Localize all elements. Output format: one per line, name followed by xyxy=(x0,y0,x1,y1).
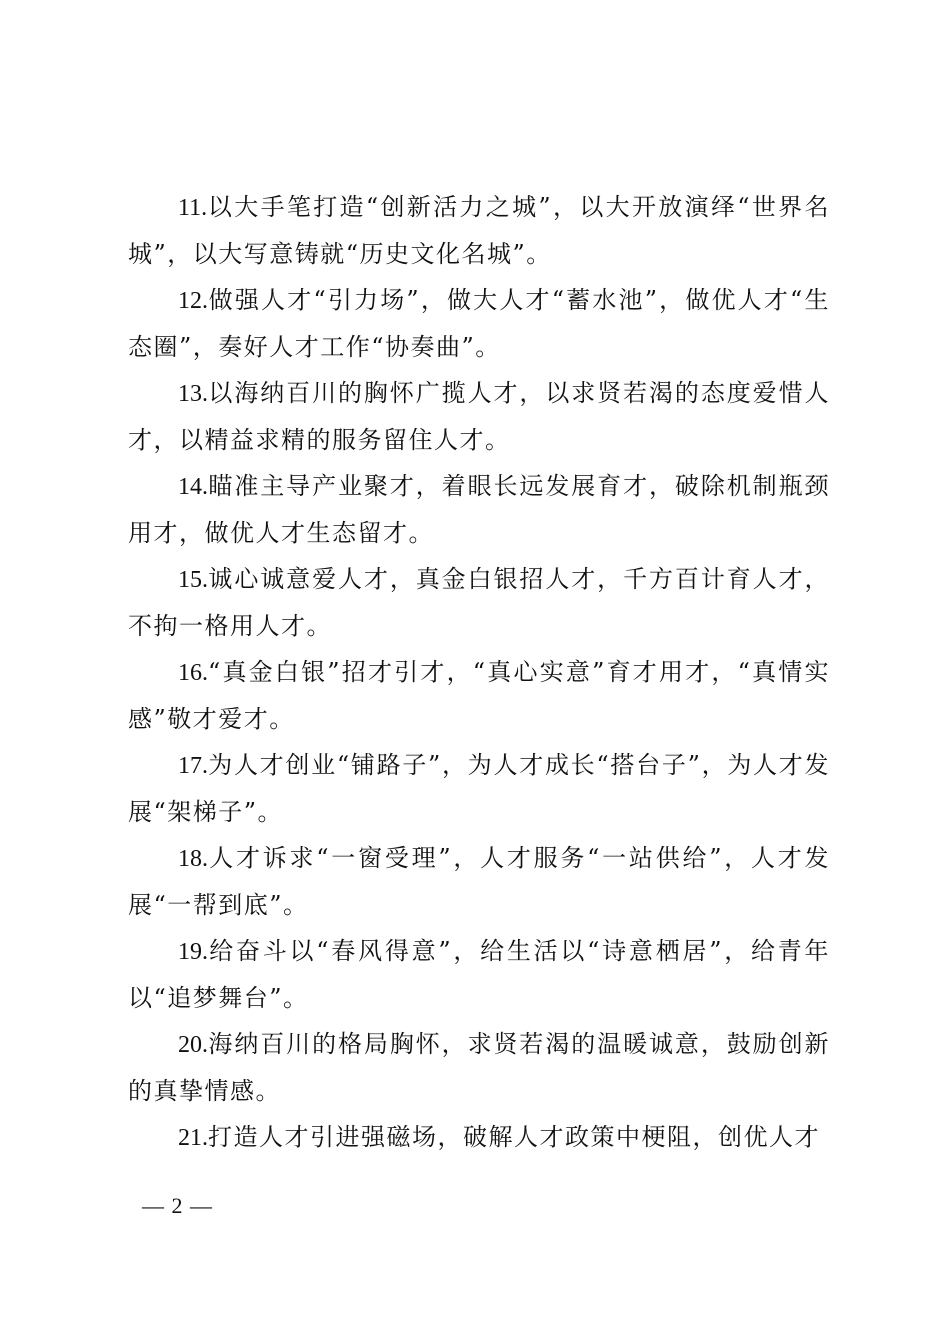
item-text: 以海纳百川的胸怀广揽人才，以求贤若渴的态度爱惜人才，以精益求精的服务留住人才。 xyxy=(128,379,830,454)
list-item xyxy=(128,184,830,277)
list-item xyxy=(128,277,830,370)
page-number: — 2 — xyxy=(142,1193,213,1218)
item-number: 15. xyxy=(178,567,208,593)
item-text: 给奋斗以“春风得意”，给生活以“诗意栖居”，给青年以“追梦舞台”。 xyxy=(128,937,830,1012)
list-item xyxy=(128,649,830,742)
item-text: “真金白银”招才引才，“真心实意”育才用才，“真情实感”敬才爱才。 xyxy=(128,658,830,733)
list-item xyxy=(128,463,830,556)
item-text: 人才诉求“一窗受理”，人才服务“一站供给”，人才发展“一帮到底”。 xyxy=(128,844,830,919)
item-text: 海纳百川的格局胸怀，求贤若渴的温暖诚意，鼓励创新的真挚情感。 xyxy=(128,1030,830,1105)
item-text: 做强人才“引力场”，做大人才“蓄水池”，做优人才“生态圈”，奏好人才工作“协奏曲”。 xyxy=(128,286,830,361)
item-number: 14. xyxy=(178,474,208,500)
document-body xyxy=(128,184,830,1161)
list-item xyxy=(128,370,830,463)
item-text: 诚心诚意爱人才，真金白银招人才，千方百计育人才，不拘一格用人才。 xyxy=(128,565,830,640)
item-number: 16. xyxy=(178,660,208,686)
list-item xyxy=(128,1114,830,1161)
list-item xyxy=(128,928,830,1021)
item-text: 瞄准主导产业聚才，着眼长远发展育才，破除机制瓶颈用才，做优人才生态留才。 xyxy=(128,472,830,547)
item-number: 11. xyxy=(178,195,208,221)
list-item xyxy=(128,742,830,835)
item-number: 13. xyxy=(178,381,208,407)
item-text: 以大手笔打造“创新活力之城”，以大开放演绎“世界名城”，以大写意铸就“历史文化名城”。 xyxy=(128,193,830,268)
list-item xyxy=(128,1021,830,1114)
item-text: 打造人才引进强磁场，破解人才政策中梗阻，创优人才 xyxy=(208,1123,820,1151)
item-number: 12. xyxy=(178,288,208,314)
item-number: 19. xyxy=(178,939,208,965)
list-item xyxy=(128,556,830,649)
list-item xyxy=(128,835,830,928)
item-number: 17. xyxy=(178,753,208,779)
item-number: 18. xyxy=(178,846,208,872)
item-number: 20. xyxy=(178,1032,208,1058)
item-number: 21. xyxy=(178,1125,208,1151)
item-text: 为人才创业“铺路子”，为人才成长“搭台子”，为人才发展“架梯子”。 xyxy=(128,751,830,826)
